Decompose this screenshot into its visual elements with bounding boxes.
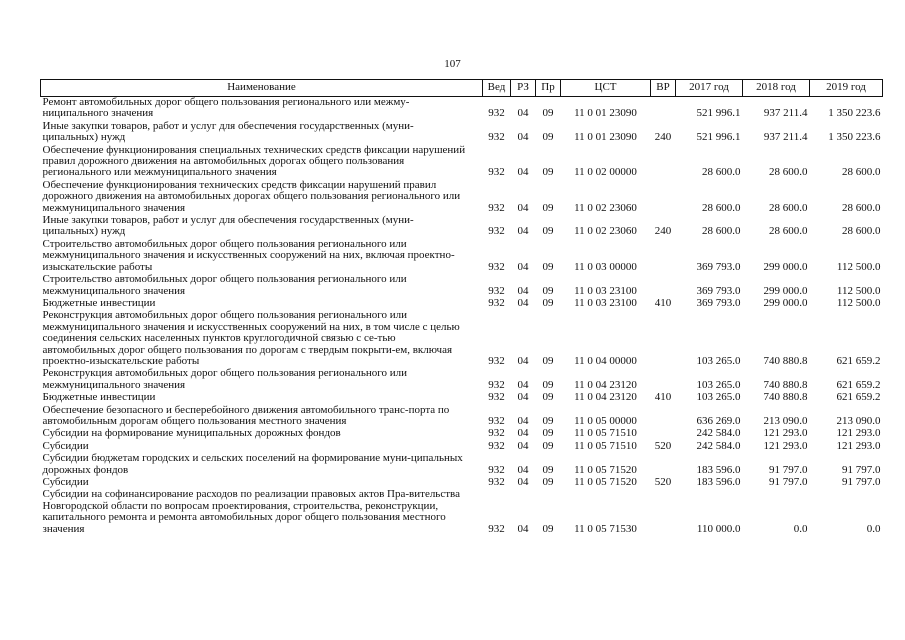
row-2017: 103 265.0 (696, 391, 741, 404)
row-rz: 04 (517, 378, 529, 391)
row-rz: 04 (517, 414, 529, 427)
row-pr: 09 (542, 391, 554, 404)
row-vr (651, 145, 676, 180)
row-pr: 09 (542, 463, 554, 476)
row-pr: 09 (542, 476, 554, 488)
row-cst: 11 0 05 71510 (574, 439, 637, 452)
row-2017: 183 596.0 (696, 463, 741, 476)
row-name: Иные закупки товаров, работ и услуг для обеспечения государственных (муни-ципальных) нужд (42, 119, 414, 144)
row-vr: 410 (654, 296, 672, 309)
row-ved: 932 (488, 354, 505, 367)
row-2019: 621 659.2 (836, 391, 881, 404)
table-row (41, 180, 883, 215)
table-row (41, 274, 883, 298)
row-cst: 11 0 05 71510 (574, 427, 637, 440)
row-2018: 740 880.8 (763, 378, 808, 391)
row-2017: 521 996.1 (696, 131, 741, 144)
row-cst: 11 0 01 23090 (574, 107, 637, 120)
row-pr: 09 (542, 201, 554, 214)
row-ved: 932 (488, 260, 505, 273)
table-row (41, 392, 883, 404)
row-2018: 28 600.0 (769, 166, 808, 179)
row-2018: 299 000.0 (763, 284, 808, 297)
row-pr: 09 (542, 522, 554, 535)
row-name: Иные закупки товаров, работ и услуг для обеспечения государственных (муни-ципальных) нужд (42, 214, 414, 238)
row-rz: 04 (517, 463, 529, 476)
row-rz: 04 (517, 354, 529, 367)
row-pr: 09 (542, 378, 554, 391)
header-cst: ЦСТ (561, 80, 651, 97)
row-vr: 240 (654, 131, 672, 144)
header-2017: 2017 год (676, 80, 743, 97)
row-2017: 28 600.0 (702, 201, 741, 214)
row-2018: 937 211.4 (763, 107, 808, 120)
row-2017: 242 584.0 (696, 427, 741, 440)
row-name: Субсидии на формирование муниципальных дорожных фондов (42, 427, 341, 440)
row-2019: 91 797.0 (842, 476, 881, 488)
row-pr: 09 (542, 131, 554, 144)
row-2017: 103 265.0 (696, 354, 741, 367)
row-ved: 932 (488, 522, 505, 535)
row-2019: 28 600.0 (842, 166, 881, 179)
row-cst: 11 0 01 23090 (574, 131, 637, 144)
row-ved: 932 (488, 284, 505, 297)
row-name: Бюджетные инвестиции (42, 296, 156, 309)
row-pr: 09 (542, 284, 554, 297)
row-vr: 410 (654, 391, 672, 404)
row-name: Строительство автомобильных дорог общего пользования регионального или межмуниципального значения и искусственных сооружений на них, включая проектно-изыскательские работы (42, 237, 455, 273)
header-rz: РЗ (511, 80, 536, 97)
row-ved: 932 (488, 107, 505, 120)
row-vr (651, 428, 676, 440)
row-name: Субсидии (42, 439, 89, 452)
row-2017: 28 600.0 (702, 166, 741, 179)
row-2019: 91 797.0 (842, 463, 881, 476)
row-2018: 0.0 (793, 522, 808, 535)
header-ved: Вед (483, 80, 511, 97)
row-pr: 09 (542, 107, 554, 120)
row-2019: 213 090.0 (836, 414, 881, 427)
row-cst: 11 0 04 23120 (574, 391, 637, 404)
row-rz: 04 (517, 296, 529, 309)
row-pr: 09 (542, 260, 554, 273)
row-2017: 103 265.0 (696, 378, 741, 391)
row-name: Обеспечение безопасного и бесперебойного движения автомобильного транс-порта по автомобильным дорогам общего пользования местного значения (42, 403, 450, 427)
table-header-row (41, 80, 883, 97)
table-row (41, 489, 883, 536)
row-vr (651, 180, 676, 215)
row-cst: 11 0 02 23060 (574, 225, 637, 238)
row-cst: 11 0 03 00000 (574, 260, 637, 273)
header-vr: ВР (651, 80, 676, 97)
row-2017: 636 269.0 (696, 414, 741, 427)
row-name: Субсидии (42, 476, 89, 488)
row-2017: 369 793.0 (696, 260, 741, 273)
row-name: Реконструкция автомобильных дорог общего пользования регионального или межмуниципального значения (42, 367, 407, 391)
row-2018: 740 880.8 (763, 391, 808, 404)
row-rz: 04 (517, 201, 529, 214)
table-row (41, 239, 883, 274)
row-ved: 932 (488, 166, 505, 179)
header-2018: 2018 год (743, 80, 810, 97)
row-vr (651, 274, 676, 298)
row-name: Субсидии бюджетам городских и сельских поселений на формирование муни-ципальных дорожных фондов (42, 452, 463, 476)
row-pr: 09 (542, 439, 554, 452)
row-rz: 04 (517, 391, 529, 404)
row-vr: 240 (654, 225, 672, 238)
row-ved: 932 (488, 476, 505, 488)
row-ved: 932 (488, 378, 505, 391)
table-row (41, 310, 883, 368)
row-vr (651, 239, 676, 274)
row-2018: 299 000.0 (763, 260, 808, 273)
row-2017: 369 793.0 (696, 284, 741, 297)
row-2017: 28 600.0 (702, 225, 741, 238)
row-cst: 11 0 05 71530 (574, 522, 637, 535)
row-rz: 04 (517, 131, 529, 144)
row-pr: 09 (542, 225, 554, 238)
row-rz: 04 (517, 522, 529, 535)
row-2019: 1 350 223.6 (828, 107, 881, 120)
row-ved: 932 (488, 225, 505, 238)
row-2019: 1 350 223.6 (828, 131, 881, 144)
row-2018: 91 797.0 (769, 463, 808, 476)
row-name: Строительство автомобильных дорог общего пользования регионального или межмуниципального значения (42, 273, 407, 297)
row-2019: 28 600.0 (842, 201, 881, 214)
row-2019: 621 659.2 (836, 354, 881, 367)
row-cst: 11 0 02 00000 (574, 166, 637, 179)
row-pr: 09 (542, 166, 554, 179)
row-2017: 242 584.0 (696, 439, 741, 452)
row-vr (651, 368, 676, 392)
row-2019: 0.0 (866, 522, 881, 535)
row-rz: 04 (517, 225, 529, 238)
row-cst: 11 0 05 71520 (574, 463, 637, 476)
row-2018: 937 211.4 (763, 131, 808, 144)
table-row (41, 145, 883, 180)
row-rz: 04 (517, 260, 529, 273)
row-2019: 112 500.0 (836, 296, 881, 309)
row-cst: 11 0 05 71520 (574, 476, 637, 488)
row-2019: 121 293.0 (836, 427, 881, 440)
row-ved: 932 (488, 201, 505, 214)
row-2018: 28 600.0 (769, 201, 808, 214)
table-row (41, 428, 883, 440)
row-rz: 04 (517, 476, 529, 488)
row-2019: 28 600.0 (842, 225, 881, 238)
row-pr: 09 (542, 296, 554, 309)
row-vr (651, 405, 676, 429)
row-vr (651, 97, 676, 121)
row-cst: 11 0 05 00000 (574, 414, 637, 427)
row-2017: 183 596.0 (696, 476, 741, 488)
row-rz: 04 (517, 427, 529, 440)
row-vr (651, 489, 676, 536)
row-name: Субсидии на софинансирование расходов по реализации правовых актов Пра-вительства Новгородской области по вопросам проектирования, строительства, реконструкции, капитального ремонта и ремонта автомобильных дорог общего пользования местного значения (42, 488, 460, 535)
row-cst: 11 0 03 23100 (574, 296, 637, 309)
table-body (41, 97, 883, 537)
header-2019: 2019 год (810, 80, 883, 97)
row-2017: 110 000.0 (696, 522, 741, 535)
page-number: 107 (444, 58, 461, 70)
row-cst: 11 0 04 00000 (574, 354, 637, 367)
row-2019: 112 500.0 (836, 284, 881, 297)
row-ved: 932 (488, 414, 505, 427)
row-2018: 121 293.0 (763, 427, 808, 440)
row-vr (651, 310, 676, 368)
row-vr: 520 (654, 476, 672, 488)
row-ved: 932 (488, 296, 505, 309)
row-2018: 213 090.0 (763, 414, 808, 427)
budget-table (40, 79, 883, 536)
row-name: Бюджетные инвестиции (42, 391, 156, 404)
table-row (41, 405, 883, 429)
row-2018: 91 797.0 (769, 476, 808, 488)
table-row (41, 215, 883, 239)
row-vr: 520 (654, 439, 672, 452)
row-2019: 121 293.0 (836, 439, 881, 452)
row-rz: 04 (517, 439, 529, 452)
row-2018: 121 293.0 (763, 439, 808, 452)
row-2018: 740 880.8 (763, 354, 808, 367)
row-ved: 932 (488, 391, 505, 404)
table-row (41, 453, 883, 477)
row-pr: 09 (542, 414, 554, 427)
row-name: Ремонт автомобильных дорог общего пользования регионального или межму-ниципального значения (42, 96, 410, 120)
header-name: Наименование (41, 80, 483, 97)
row-name: Обеспечение функционирования специальных технических средств фиксации нарушений правил дорожного движения на автомобильных дорогах общего пользования регионального или межмуниципального значения (42, 143, 466, 179)
row-vr (651, 453, 676, 477)
row-pr: 09 (542, 354, 554, 367)
header-pr: Пр (536, 80, 561, 97)
row-name: Обеспечение функционирования технических средств фиксации нарушений правил дорожного движения на автомобильных дорогах общего пользования регионального или межмуниципального значения (42, 178, 461, 214)
row-pr: 09 (542, 427, 554, 440)
row-2018: 299 000.0 (763, 296, 808, 309)
row-ved: 932 (488, 427, 505, 440)
row-ved: 932 (488, 131, 505, 144)
table-row (41, 97, 883, 121)
row-2018: 28 600.0 (769, 225, 808, 238)
row-ved: 932 (488, 439, 505, 452)
row-name: Реконструкция автомобильных дорог общего пользования регионального или межмуниципального значения и искусственных сооружений на них, в том числе с целью соединения сельских населенных пунктов круглогодичной связью с се-тью автомобильных дорог общего пользования по дорогам с твердым покрыти-ем, включая проектно-изыскательские работы (42, 309, 460, 367)
row-2017: 369 793.0 (696, 296, 741, 309)
row-2019: 621 659.2 (836, 378, 881, 391)
row-2019: 112 500.0 (836, 260, 881, 273)
row-rz: 04 (517, 284, 529, 297)
table-row (41, 121, 883, 145)
row-rz: 04 (517, 107, 529, 120)
row-cst: 11 0 02 23060 (574, 201, 637, 214)
row-rz: 04 (517, 166, 529, 179)
row-cst: 11 0 04 23120 (574, 378, 637, 391)
row-cst: 11 0 03 23100 (574, 284, 637, 297)
table-row (41, 368, 883, 392)
row-2017: 521 996.1 (696, 107, 741, 120)
row-ved: 932 (488, 463, 505, 476)
